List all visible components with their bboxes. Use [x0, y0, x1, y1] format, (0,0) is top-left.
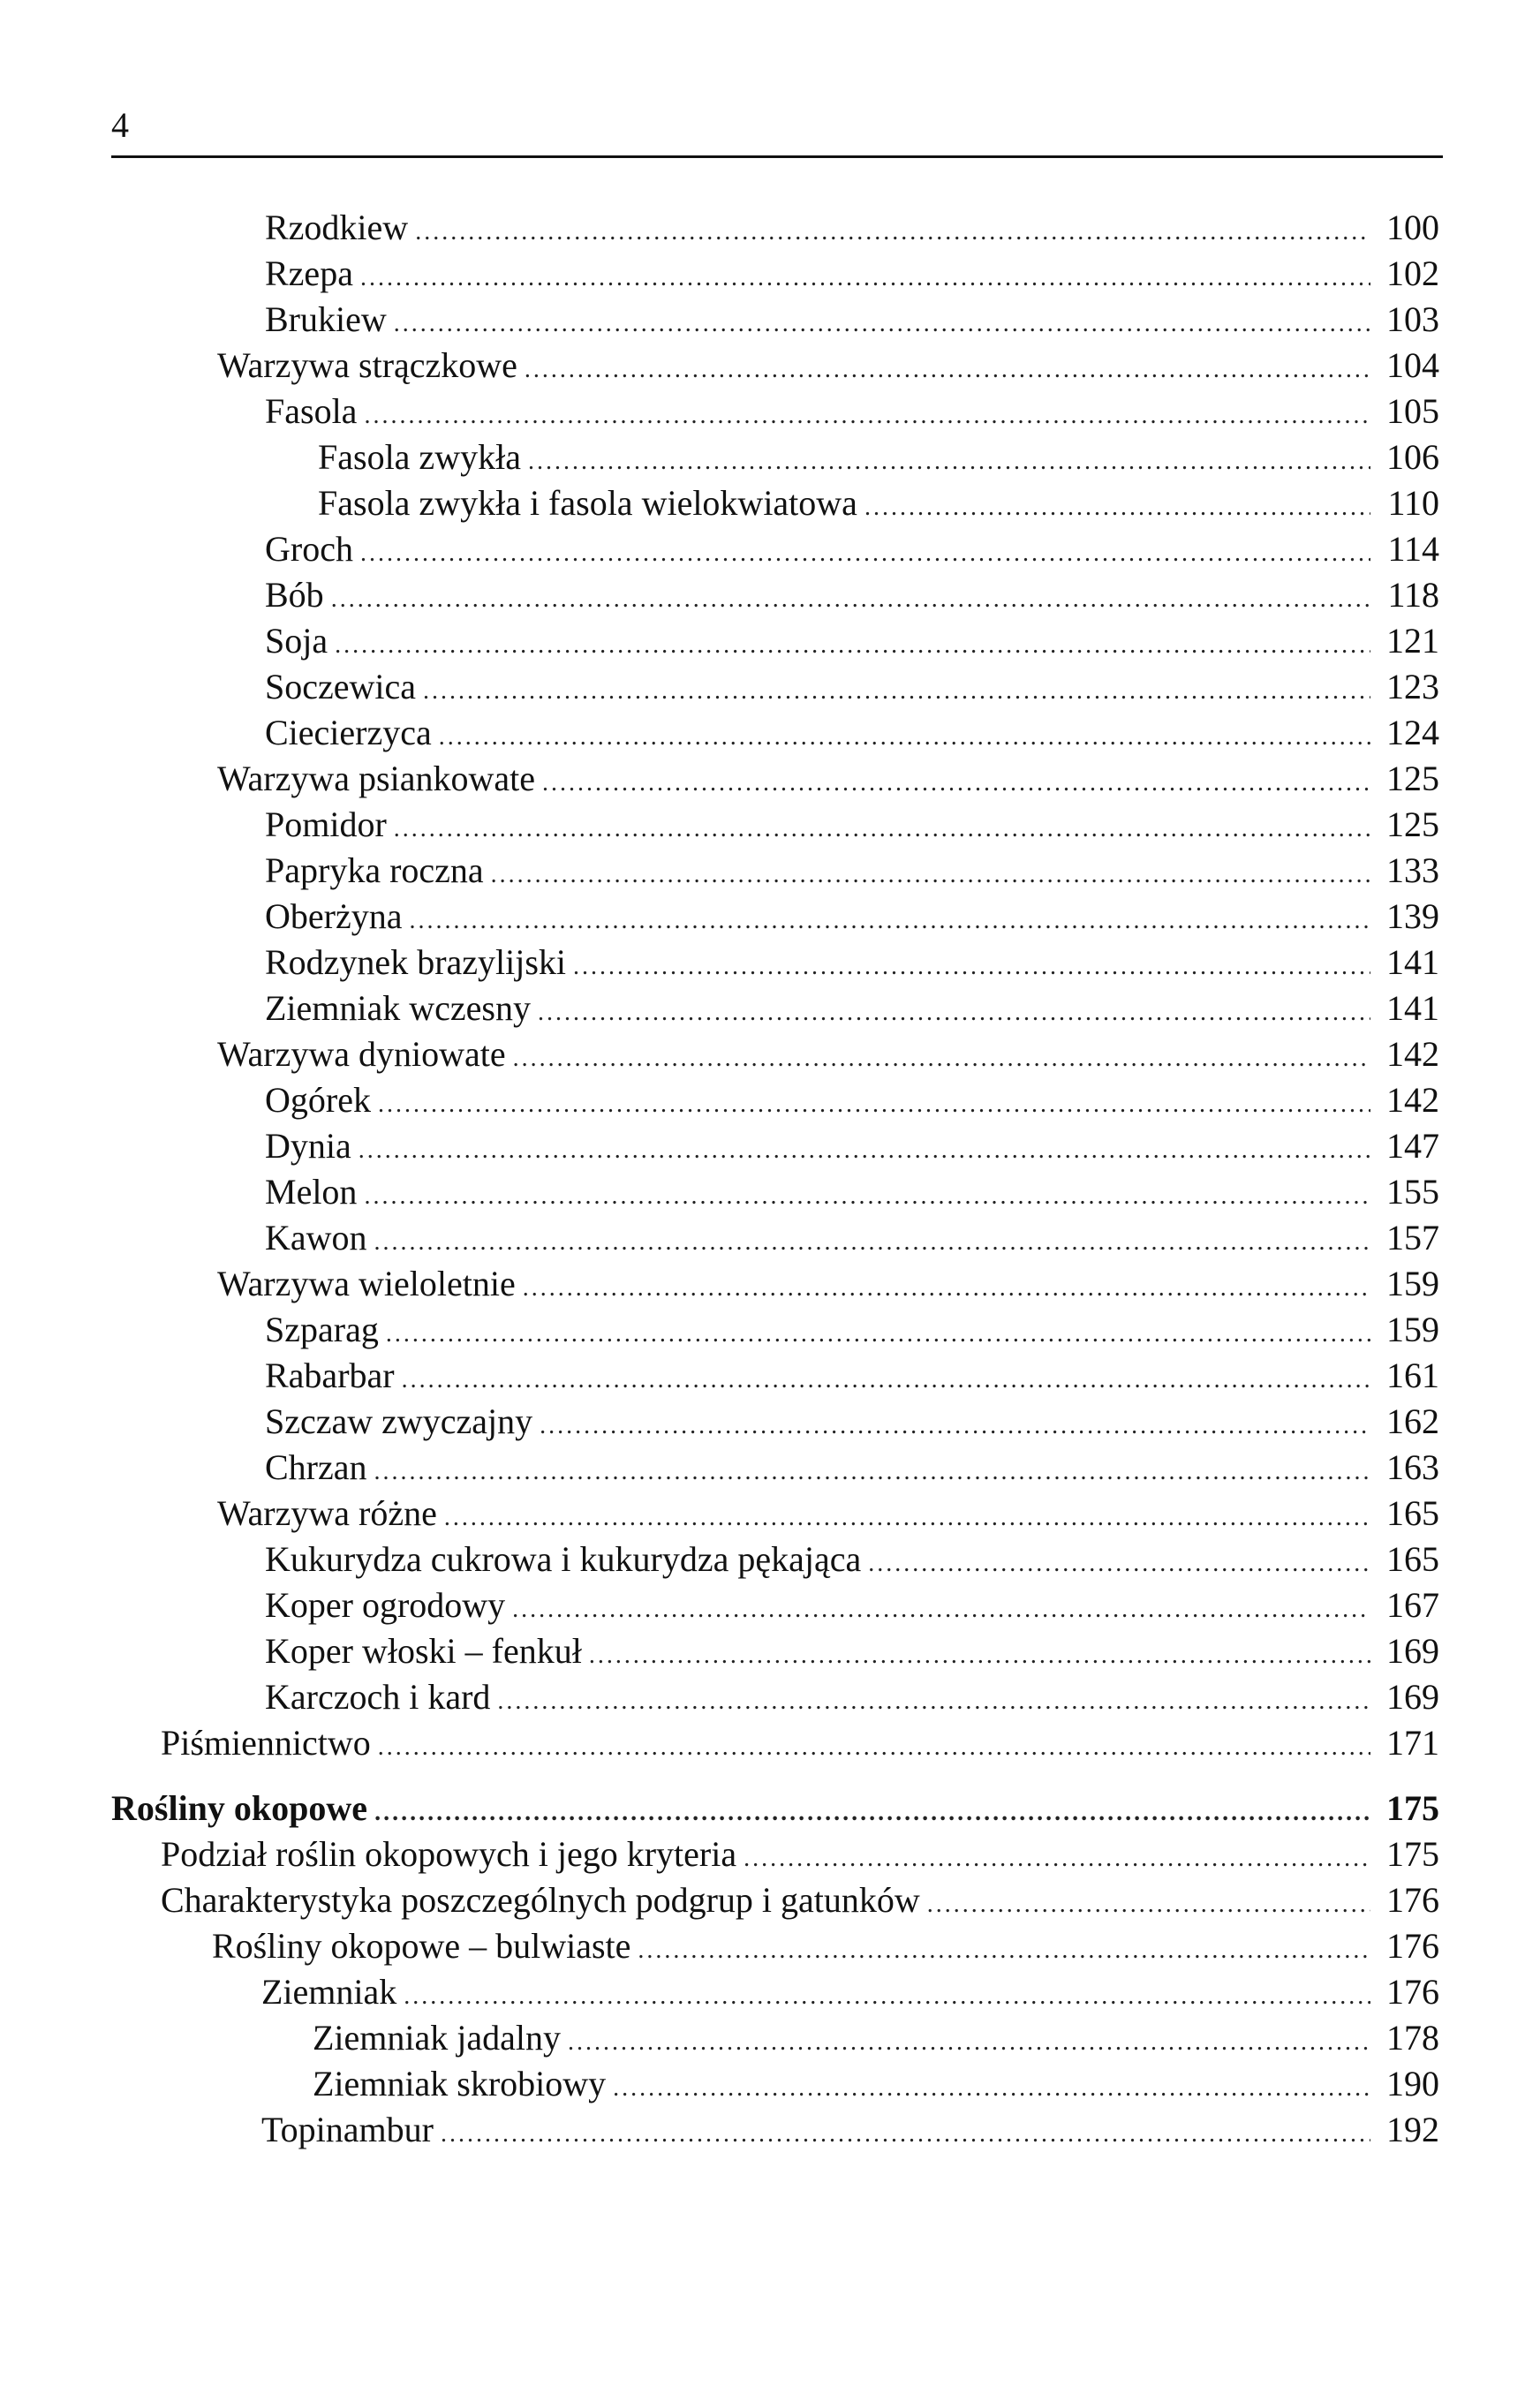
dot-leader — [540, 1403, 1370, 1449]
toc-entry-label: Ziemniak skrobiowy — [313, 2064, 607, 2103]
toc-entry-page: 110 — [1387, 483, 1439, 523]
dot-leader — [868, 1541, 1370, 1587]
toc-entry-label: Ogórek — [265, 1080, 371, 1120]
dot-leader — [441, 2111, 1370, 2157]
dot-leader — [331, 577, 1370, 623]
dot-leader — [513, 1036, 1370, 1082]
toc-entry-label: Warzywa psiankowate — [217, 759, 535, 798]
toc-entry-page: 178 — [1386, 2018, 1439, 2058]
toc-entry[interactable] — [265, 848, 1439, 894]
toc-entry-page: 141 — [1386, 942, 1439, 982]
toc-entry-label: Brukiew — [265, 299, 387, 339]
dot-leader — [360, 531, 1370, 577]
toc-entry[interactable] — [265, 205, 1439, 251]
page-number: 4 — [111, 105, 129, 145]
toc-entry[interactable] — [265, 1628, 1439, 1674]
toc-entry-label: Warzywa dyniowate — [217, 1034, 506, 1074]
toc-entry-label: Ziemniak — [261, 1972, 397, 2012]
toc-entry[interactable] — [161, 1877, 1439, 1923]
toc-entry[interactable] — [161, 1831, 1439, 1877]
dot-leader — [374, 1449, 1370, 1495]
dot-leader — [359, 1128, 1370, 1174]
toc-entry-label: Piśmiennictwo — [161, 1723, 371, 1763]
toc-entry-label: Fasola zwykła — [318, 437, 521, 477]
dot-leader — [364, 1174, 1370, 1220]
header-rule — [111, 155, 1443, 158]
toc-entry[interactable] — [265, 1353, 1439, 1399]
toc-entry-chapter[interactable] — [111, 1786, 1439, 1831]
toc-entry-label: Kukurydza cukrowa i kukurydza pękająca — [265, 1539, 862, 1579]
toc-entry[interactable] — [265, 389, 1439, 434]
dot-leader — [573, 944, 1370, 990]
dot-leader — [364, 393, 1370, 439]
toc-entry-label: Rośliny okopowe — [111, 1788, 368, 1828]
dot-leader — [374, 1790, 1370, 1836]
toc-entry-page: 100 — [1386, 208, 1439, 247]
toc-entry-label: Oberżyna — [265, 896, 403, 936]
toc-entry[interactable] — [265, 618, 1439, 664]
toc-entry-page: 147 — [1386, 1126, 1439, 1166]
toc-entry-page: 175 — [1386, 1788, 1439, 1828]
toc-entry-page: 124 — [1386, 713, 1439, 752]
toc-entry[interactable] — [217, 1491, 1439, 1537]
toc-entry-label: Koper włoski – fenkuł — [265, 1631, 582, 1671]
toc-entry-label: Topinambur — [261, 2110, 434, 2149]
toc-entry[interactable] — [265, 940, 1439, 986]
toc-entry-page: 163 — [1386, 1447, 1439, 1487]
toc-entry-label: Warzywa wieloletnie — [217, 1264, 516, 1303]
toc-entry-page: 176 — [1386, 1880, 1439, 1920]
toc-entry-page: 123 — [1386, 667, 1439, 706]
dot-leader — [439, 714, 1370, 760]
toc-entry[interactable] — [265, 1215, 1439, 1261]
dot-leader — [415, 209, 1370, 255]
toc-entry-page: 104 — [1386, 345, 1439, 385]
toc-entry-label: Dynia — [265, 1126, 351, 1166]
toc-entry-page: 169 — [1386, 1631, 1439, 1671]
toc-entry-page: 142 — [1386, 1080, 1439, 1120]
toc-entry-page: 141 — [1386, 988, 1439, 1028]
toc-entry-label: Kawon — [265, 1218, 367, 1257]
dot-leader — [512, 1587, 1370, 1633]
toc-entry-page: 167 — [1386, 1585, 1439, 1625]
toc-entry-label: Ziemniak wczesny — [265, 988, 531, 1028]
toc-entry-page: 105 — [1386, 391, 1439, 431]
dot-leader — [589, 1633, 1370, 1679]
toc-entry-label: Podział roślin okopowych i jego kryteria — [161, 1834, 737, 1874]
toc-entry-page: 125 — [1386, 759, 1439, 798]
toc-entry[interactable] — [217, 343, 1439, 389]
toc-entry-label: Warzywa strączkowe — [217, 345, 517, 385]
toc-entry[interactable] — [313, 2061, 1439, 2107]
toc-entry[interactable] — [217, 1261, 1439, 1307]
toc-entry[interactable] — [265, 572, 1439, 618]
toc-entry-label: Fasola — [265, 391, 358, 431]
dot-leader — [523, 1265, 1370, 1311]
toc-entry[interactable] — [265, 986, 1439, 1031]
dot-leader — [394, 301, 1370, 347]
toc-entry[interactable] — [265, 1399, 1439, 1445]
dot-leader — [528, 439, 1370, 485]
toc-entry-page: 176 — [1386, 1972, 1439, 2012]
toc-entry-label: Chrzan — [265, 1447, 367, 1487]
toc-entry-label: Papryka roczna — [265, 850, 484, 890]
dot-leader — [404, 1974, 1370, 2020]
toc-entry[interactable] — [265, 297, 1439, 343]
toc-entry-page: 159 — [1386, 1264, 1439, 1303]
toc-entry-label: Rośliny okopowe – bulwiaste — [212, 1926, 631, 1966]
toc-entry-page: 171 — [1386, 1723, 1439, 1763]
toc-entry[interactable] — [265, 1077, 1439, 1123]
toc-entry-label: Charakterystyka poszczególnych podgrup i gatunków — [161, 1880, 920, 1920]
toc-entry-label: Rabarbar — [265, 1356, 395, 1395]
dot-leader — [444, 1495, 1370, 1541]
toc-entry[interactable] — [265, 802, 1439, 848]
toc-entry-page: 165 — [1386, 1493, 1439, 1533]
toc-entry-label: Szczaw zwyczajny — [265, 1401, 533, 1441]
dot-leader — [864, 485, 1370, 531]
dot-leader — [491, 852, 1370, 898]
toc-entry-label: Karczoch i kard — [265, 1677, 491, 1717]
toc-entry-page: 114 — [1387, 529, 1439, 569]
dot-leader — [744, 1836, 1370, 1882]
dot-leader — [374, 1220, 1370, 1265]
toc-entry-label: Bób — [265, 575, 324, 615]
toc-entry-page: 118 — [1387, 575, 1439, 615]
toc-entry[interactable] — [265, 894, 1439, 940]
toc-entry-page: 190 — [1386, 2064, 1439, 2103]
dot-leader — [386, 1311, 1370, 1357]
toc-entry-label: Warzywa różne — [217, 1493, 437, 1533]
toc-entry[interactable] — [265, 664, 1439, 710]
toc-entry-label: Rodzynek brazylijski — [265, 942, 567, 982]
toc-entry-page: 121 — [1386, 621, 1439, 661]
toc-entry-label: Soczewica — [265, 667, 417, 706]
toc-entry-page: 192 — [1386, 2110, 1439, 2149]
toc-entry-label: Ziemniak jadalny — [313, 2018, 562, 2058]
toc-entry-label: Pomidor — [265, 804, 387, 844]
toc-entry-page: 165 — [1386, 1539, 1439, 1579]
toc-entry[interactable] — [265, 526, 1439, 572]
dot-leader — [497, 1679, 1370, 1725]
toc-entry[interactable] — [161, 1720, 1439, 1766]
toc-entry-label: Fasola zwykła i fasola wielokwiatowa — [318, 483, 857, 523]
dot-leader — [394, 806, 1370, 852]
toc-entry[interactable] — [318, 480, 1439, 526]
toc-entry-page: 157 — [1386, 1218, 1439, 1257]
toc-entry[interactable] — [212, 1923, 1439, 1969]
dot-leader — [525, 347, 1370, 393]
toc-entry[interactable] — [265, 1169, 1439, 1215]
toc-entry[interactable] — [217, 1031, 1439, 1077]
toc-entry-label: Melon — [265, 1172, 358, 1212]
toc-entry-page: 175 — [1386, 1834, 1439, 1874]
toc-entry[interactable] — [318, 434, 1439, 480]
toc-entry[interactable] — [265, 1123, 1439, 1169]
dot-leader — [613, 2065, 1370, 2111]
toc-entry[interactable] — [265, 1674, 1439, 1720]
dot-leader — [542, 760, 1370, 806]
dot-leader — [378, 1725, 1370, 1771]
toc-entry-page: 162 — [1386, 1401, 1439, 1441]
toc-entry-label: Rzodkiew — [265, 208, 409, 247]
toc-entry-label: Koper ogrodowy — [265, 1585, 506, 1625]
toc-entry[interactable] — [265, 1445, 1439, 1491]
dot-leader — [638, 1928, 1370, 1974]
toc-entry-label: Soja — [265, 621, 328, 661]
toc-entry[interactable] — [265, 710, 1439, 756]
dot-leader — [409, 898, 1370, 944]
toc-entry-page: 169 — [1386, 1677, 1439, 1717]
toc-entry[interactable] — [261, 2107, 1439, 2153]
toc-entry-page: 159 — [1386, 1310, 1439, 1349]
toc-entry-page: 139 — [1386, 896, 1439, 936]
toc-entry-page: 133 — [1386, 850, 1439, 890]
dot-leader — [538, 990, 1370, 1036]
toc-entry-page: 106 — [1386, 437, 1439, 477]
toc-entry-page: 176 — [1386, 1926, 1439, 1966]
toc-entry-page: 125 — [1386, 804, 1439, 844]
dot-leader — [402, 1357, 1370, 1403]
toc-entry-page: 102 — [1386, 253, 1439, 293]
toc-entry-page: 161 — [1386, 1356, 1439, 1395]
dot-leader — [423, 668, 1370, 714]
toc-entry[interactable] — [265, 1307, 1439, 1353]
dot-leader — [335, 623, 1370, 668]
toc-entry[interactable] — [265, 1582, 1439, 1628]
dot-leader — [360, 255, 1370, 301]
toc-entry-page: 142 — [1386, 1034, 1439, 1074]
toc-entry-page: 155 — [1386, 1172, 1439, 1212]
toc-entry[interactable] — [261, 1969, 1439, 2015]
toc-entry[interactable] — [265, 251, 1439, 297]
toc-entry-label: Ciecierzyca — [265, 713, 432, 752]
toc-entry[interactable] — [313, 2015, 1439, 2061]
dot-leader — [568, 2020, 1370, 2065]
toc-entry-label: Szparag — [265, 1310, 379, 1349]
toc-entry[interactable] — [265, 1537, 1439, 1582]
dot-leader — [927, 1882, 1370, 1928]
toc-entry[interactable] — [217, 756, 1439, 802]
toc-entry-label: Rzepa — [265, 253, 353, 293]
toc-entry-page: 103 — [1386, 299, 1439, 339]
dot-leader — [378, 1082, 1370, 1128]
toc-entry-label: Groch — [265, 529, 353, 569]
